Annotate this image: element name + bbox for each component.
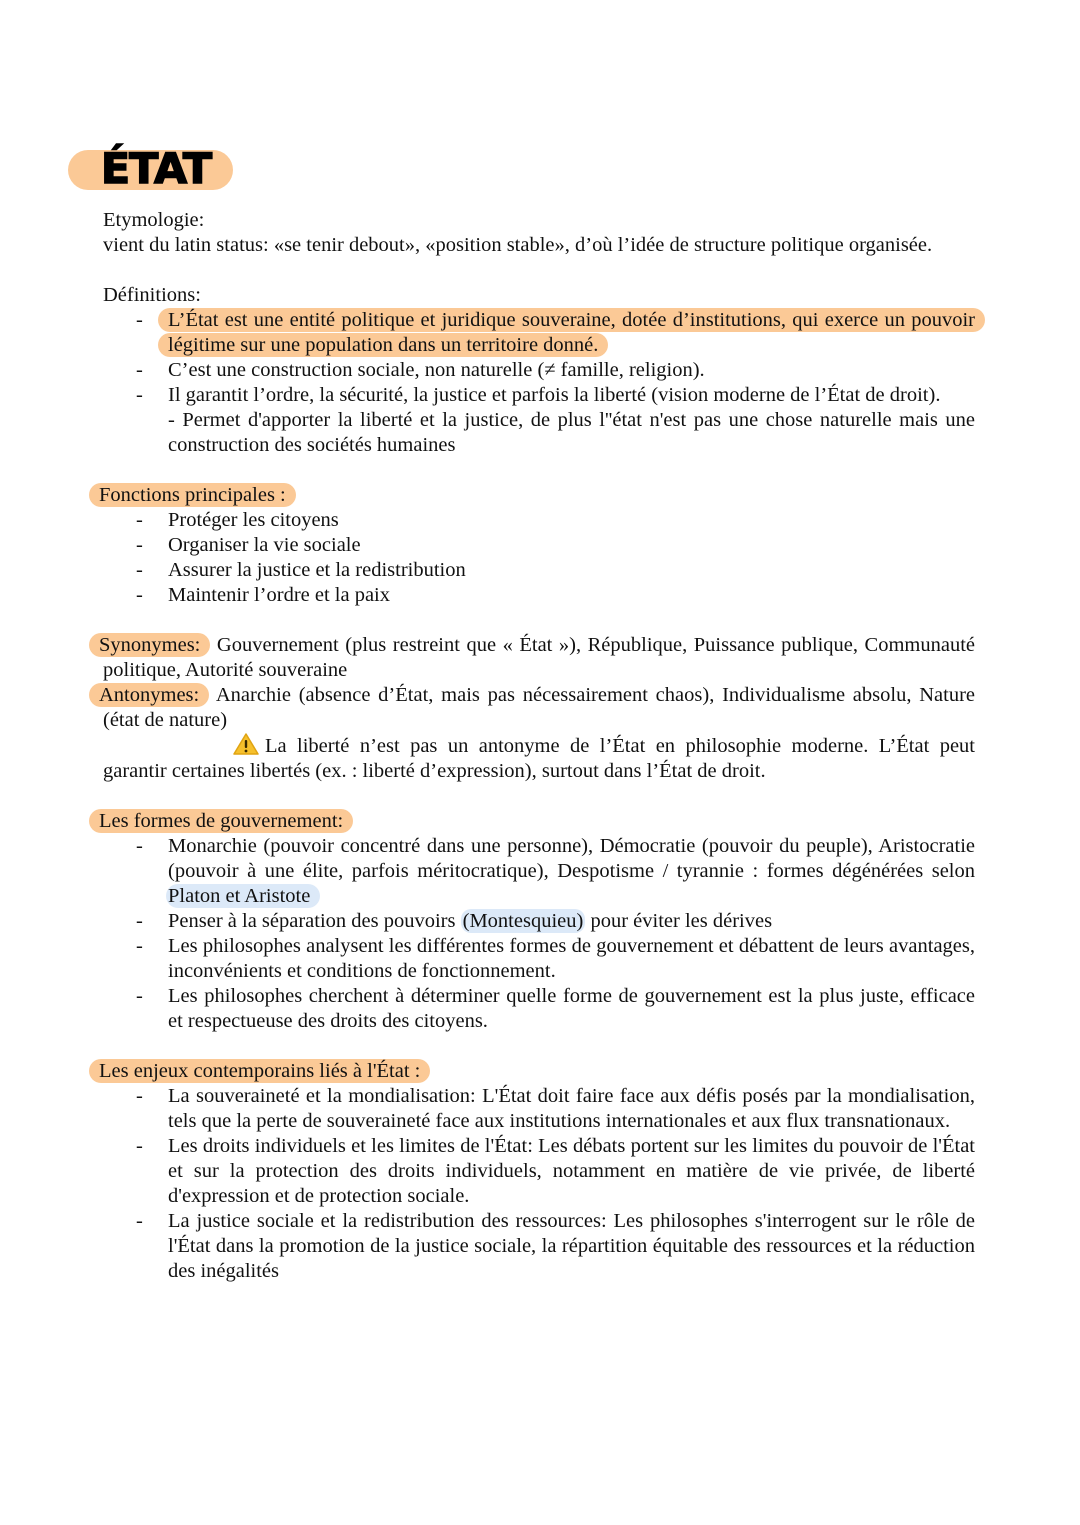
definitions-list [103,308,975,458]
warning-text-line2: garantir certaines libertés (ex. : liberté d’expression), surtout dans l’État de droit. [103,760,766,782]
highlight-platon-aristote: Platon et Aristote [166,884,320,908]
functions-list [103,508,975,608]
sub-note: - Permet d'apporter la liberté et la justice, de plus l''état n'est pas une chose naturelle mais une construction des sociétés humaines [168,409,975,456]
dash-bullet: - [136,534,143,556]
list-item-text: La souveraineté et la mondialisation: L'État doit faire face aux défis posés par la mondialisation, tels que la perte de souveraineté face aux institutions internationales et aux flux transnationaux. [168,1085,975,1132]
issues-list [103,1084,975,1284]
document-body [99,208,975,1284]
dash-bullet: - [136,935,143,957]
list-item-text: Maintenir l’ordre et la paix [168,584,390,606]
antonyms-paragraph [99,683,975,733]
dash-bullet: - [136,910,143,932]
warning-text-line1: La liberté n’est pas un antonyme de l’État en philosophie moderne. L’État peut [265,735,975,757]
list-item [103,984,975,1034]
list-item-text: Les philosophes cherchent à déterminer quelle forme de gouvernement est la plus juste, efficace et respectueuse des droits des citoyens. [168,985,975,1032]
dash-bullet: - [136,1135,143,1157]
list-item [103,583,975,608]
list-item [103,558,975,583]
list-item [103,358,975,383]
dash-bullet: - [136,1085,143,1107]
dash-bullet: - [136,559,143,581]
list-item [103,533,975,558]
page-title: ÉTAT [100,144,212,193]
synonyms-text: Gouvernement (plus restreint que « État »), République, Puissance publique, Communauté politique, Autorité souveraine [103,634,975,681]
list-item [103,934,975,984]
list-item-text: Il garantit l’ordre, la sécurité, la justice et parfois la liberté (vision moderne de l’État de droit). [168,384,941,406]
highlighted-definition: L’État est une entité politique et juridique souveraine, dotée d’institutions, qui exerce un pouvoir légitime sur une population dans un territoire donné. [158,308,985,357]
functions-label: Fonctions principales : [89,483,296,507]
list-item-text: pour éviter les dérives [585,910,773,932]
etymology-text: vient du latin status: «se tenir debout», «position stable», d’où l’idée de structure politique organisée. [103,234,933,256]
list-item-text: Les droits individuels et les limites de l'État: Les débats portent sur les limites du pouvoir de l'État et sur la protection des droits individuels, notamment en matière de vie privée, de liberté d'expression et de protection sociale. [168,1135,975,1207]
dash-bullet: - [136,1210,143,1232]
antonyms-text: Anarchie (absence d’État, mais pas nécessairement chaos), Individualisme absolu, Nature (état de nature) [103,684,975,731]
list-item-text: Monarchie (pouvoir concentré dans une personne), Démocratie (pouvoir du peuple), Aristocratie (pouvoir à une élite, parfois méritocratique), Despotisme / tyrannie : formes dégénérées selon [168,835,975,882]
list-item-text: Protéger les citoyens [168,509,339,531]
warning-note [103,733,975,759]
dash-bullet: - [136,985,143,1007]
list-item-text: Organiser la vie sociale [168,534,361,556]
highlight-montesquieu: (Montesquieu) [462,910,584,932]
forms-list [103,834,975,1034]
forms-label: Les formes de gouvernement: [89,809,353,833]
list-item-text: Penser à la séparation des pouvoirs [168,910,461,932]
issues-label: Les enjeux contemporains liés à l'État : [89,1059,430,1083]
list-item [103,1084,975,1134]
list-item-text: C’est une construction sociale, non naturelle (≠ famille, religion). [168,359,705,381]
list-item-text: Assurer la justice et la redistribution [168,559,466,581]
dash-bullet: - [136,584,143,606]
list-item [103,508,975,533]
dash-bullet: - [136,384,143,406]
warning-icon [233,733,259,755]
list-item [103,834,975,909]
list-item [103,308,975,358]
etymology-label: Etymologie: [103,209,205,231]
list-item [103,383,975,458]
dash-bullet: - [136,309,143,331]
list-item [103,1209,975,1284]
dash-bullet: - [136,835,143,857]
synonyms-label: Synonymes: [89,633,210,657]
list-item [103,1134,975,1209]
list-item-text: Les philosophes analysent les différentes formes de gouvernement et débattent de leurs avantages, inconvénients et conditions de fonctionnement. [168,935,975,982]
dash-bullet: - [136,509,143,531]
list-item [103,909,975,934]
definitions-label: Définitions: [103,284,201,306]
synonyms-paragraph [99,633,975,683]
antonyms-label: Antonymes: [89,683,209,707]
list-item-text: La justice sociale et la redistribution des ressources: Les philosophes s'interrogent sur le rôle de l'État dans la promotion de la justice sociale, la répartition équitable des ressources et la réduction des inégalités [168,1210,975,1282]
dash-bullet: - [136,359,143,381]
